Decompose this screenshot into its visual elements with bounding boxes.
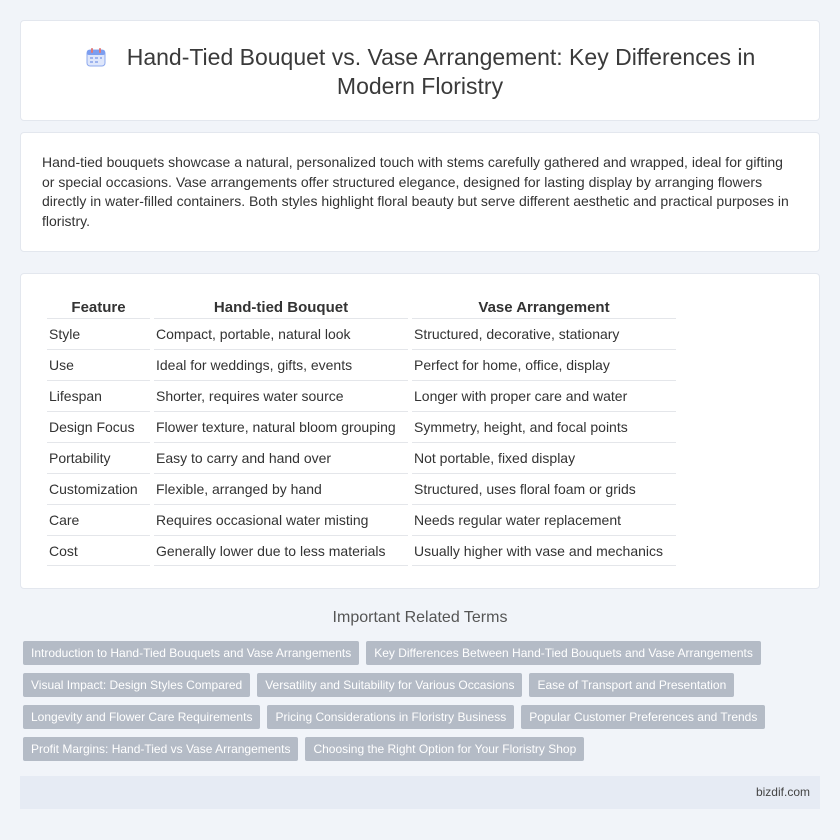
related-term-link[interactable]: Popular Customer Preferences and Trends [521,705,765,729]
table-cell: Cost [47,535,150,566]
table-cell: Generally lower due to less materials [154,535,408,566]
related-terms-title: Important Related Terms [332,609,508,626]
table-cell: Use [47,349,150,380]
table-row [47,504,676,535]
tag-row [23,705,823,737]
comparison-table [43,296,680,566]
table-cell: Portability [47,442,150,473]
tag-row [23,673,823,705]
related-term-link[interactable]: Longevity and Flower Care Requirements [23,705,260,729]
table-cell: Customization [47,473,150,504]
related-term-link[interactable]: Ease of Transport and Presentation [529,673,734,697]
page-title-line2: Modern Floristry [336,73,504,99]
intro-paragraph: Hand-tied bouquets showcase a natural, personalized touch with stems carefully gathered and wrapped, ideal for gifting or special occasions. Vase arrangements offer structured elegance, designed for lasting display by arranging flowers directly in water-filled containers. Both styles highlight floral beauty but serve different aesthetic and practical purposes in floristry. [42,154,789,229]
page-title [21,43,819,101]
table-cell: Structured, decorative, stationary [412,318,676,349]
intro-card [20,132,820,252]
table-row [47,349,676,380]
footer-bar [20,776,820,809]
table-row [47,318,676,349]
table-cell: Ideal for weddings, gifts, events [154,349,408,380]
related-term-link[interactable]: Profit Margins: Hand-Tied vs Vase Arrangements [23,737,298,761]
table-cell: Requires occasional water misting [154,504,408,535]
table-cell: Structured, uses floral foam or grids [412,473,676,504]
table-row [47,473,676,504]
table-cell: Compact, portable, natural look [154,318,408,349]
related-term-link[interactable]: Visual Impact: Design Styles Compared [23,673,250,697]
related-term-link[interactable]: Versatility and Suitability for Various Occasions [257,673,522,697]
header-card [20,20,820,121]
table-cell: Design Focus [47,411,150,442]
table-cell: Not portable, fixed display [412,442,676,473]
table-cell: Easy to carry and hand over [154,442,408,473]
table-row [47,535,676,566]
table-cell: Longer with proper care and water [412,380,676,411]
column-header-hand-tied: Hand-tied Bouquet [213,298,349,316]
related-term-link[interactable]: Key Differences Between Hand-Tied Bouquets and Vase Arrangements [366,641,761,665]
tag-row [23,641,823,673]
table-cell: Shorter, requires water source [154,380,408,411]
related-term-link[interactable]: Introduction to Hand-Tied Bouquets and Vase Arrangements [23,641,359,665]
table-cell: Style [47,318,150,349]
table-cell: Lifespan [47,380,150,411]
calendar-icon [85,46,107,68]
tag-row [23,737,823,769]
table-cell: Care [47,504,150,535]
table-cell: Usually higher with vase and mechanics [412,535,676,566]
table-row [47,411,676,442]
related-terms-list [23,641,823,769]
table-cell: Flower texture, natural bloom grouping [154,411,408,442]
related-term-link[interactable]: Choosing the Right Option for Your Floristry Shop [305,737,584,761]
table-row [47,380,676,411]
table-row [47,442,676,473]
table-header-row [47,296,676,318]
comparison-card [20,273,820,589]
column-header-feature: Feature [71,298,126,316]
table-cell: Symmetry, height, and focal points [412,411,676,442]
column-header-vase: Vase Arrangement [478,298,610,316]
page-title-line1: Hand-Tied Bouquet vs. Vase Arrangement: Key Differences in [126,44,756,70]
table-cell: Perfect for home, office, display [412,349,676,380]
table-cell: Flexible, arranged by hand [154,473,408,504]
footer-site-link[interactable]: bizdif.com [755,785,810,799]
table-cell: Needs regular water replacement [412,504,676,535]
related-term-link[interactable]: Pricing Considerations in Floristry Business [267,705,514,729]
